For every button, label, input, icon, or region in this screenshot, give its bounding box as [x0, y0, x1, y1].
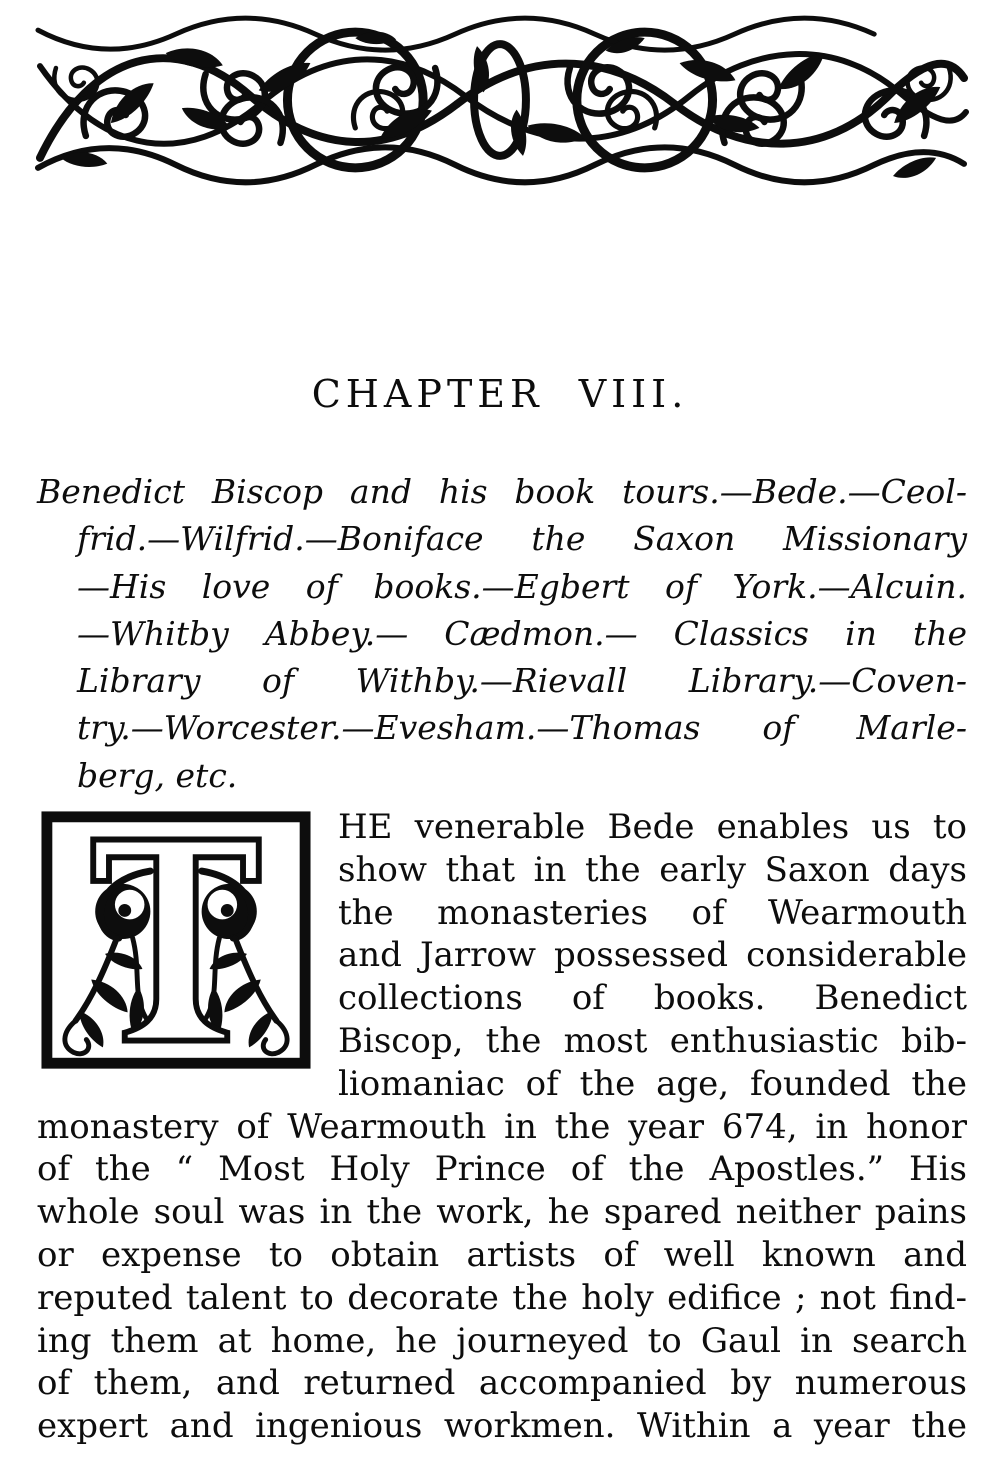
body-paragraph: [37, 806, 967, 1448]
body-line: and Jarrow possessed considerable: [338, 935, 967, 976]
summary-line: —His love of books.—Egbert of York.—Alcuin.: [77, 566, 967, 606]
summary-line: —Whitby Abbey.— Cædmon.— Classics in the: [77, 613, 967, 653]
summary-line: Benedict Biscop and his book tours.—Bede.—Ceol-: [37, 472, 967, 511]
body-line: show that in the early Saxon days: [338, 849, 967, 890]
body-line: ing them at home, he journeyed to Gaul in search: [37, 1320, 967, 1361]
body-line: liomaniac of the age, founded the: [338, 1063, 967, 1104]
body-line: of them, and returned accompanied by numerous: [37, 1363, 967, 1404]
body-line: reputed talent to decorate the holy edifice ; not find-: [37, 1277, 967, 1318]
body-line: the monasteries of Wearmouth: [338, 892, 967, 933]
body-line: or expense to obtain artists of well known and: [37, 1235, 967, 1276]
decorated-initial-T-icon: [40, 808, 312, 1076]
body-line: monastery of Wearmouth in the year 674, in honor: [37, 1106, 967, 1147]
body-line: of the “ Most Holy Prince of the Apostles.” His: [37, 1149, 967, 1190]
chapter-summary: [37, 468, 967, 799]
foliate-scroll-icon: [26, 8, 974, 186]
body-line: HE venerable Bede enables us to: [338, 807, 967, 848]
body-line: expert and ingenious workmen. Within a year the: [37, 1406, 967, 1447]
body-line: Biscop, the most enthusiastic bib-: [338, 1021, 967, 1062]
drop-cap-initial-T: [40, 808, 312, 1076]
body-line: whole soul was in the work, he spared neither pains: [37, 1192, 967, 1233]
summary-line: try.—Worcester.—Evesham.—Thomas of Marle-: [77, 708, 967, 748]
summary-line: frid.—Wilfrid.—Boniface the Saxon Missionary: [77, 519, 967, 559]
body-line: collections of books. Benedict: [338, 978, 967, 1019]
chapter-title: CHAPTER VIII.: [311, 372, 689, 416]
header-ornament-engraving: [26, 8, 974, 186]
summary-line: Library of Withby.—Rievall Library.—Coven-: [77, 661, 967, 701]
summary-line: berg, etc.: [77, 755, 238, 795]
